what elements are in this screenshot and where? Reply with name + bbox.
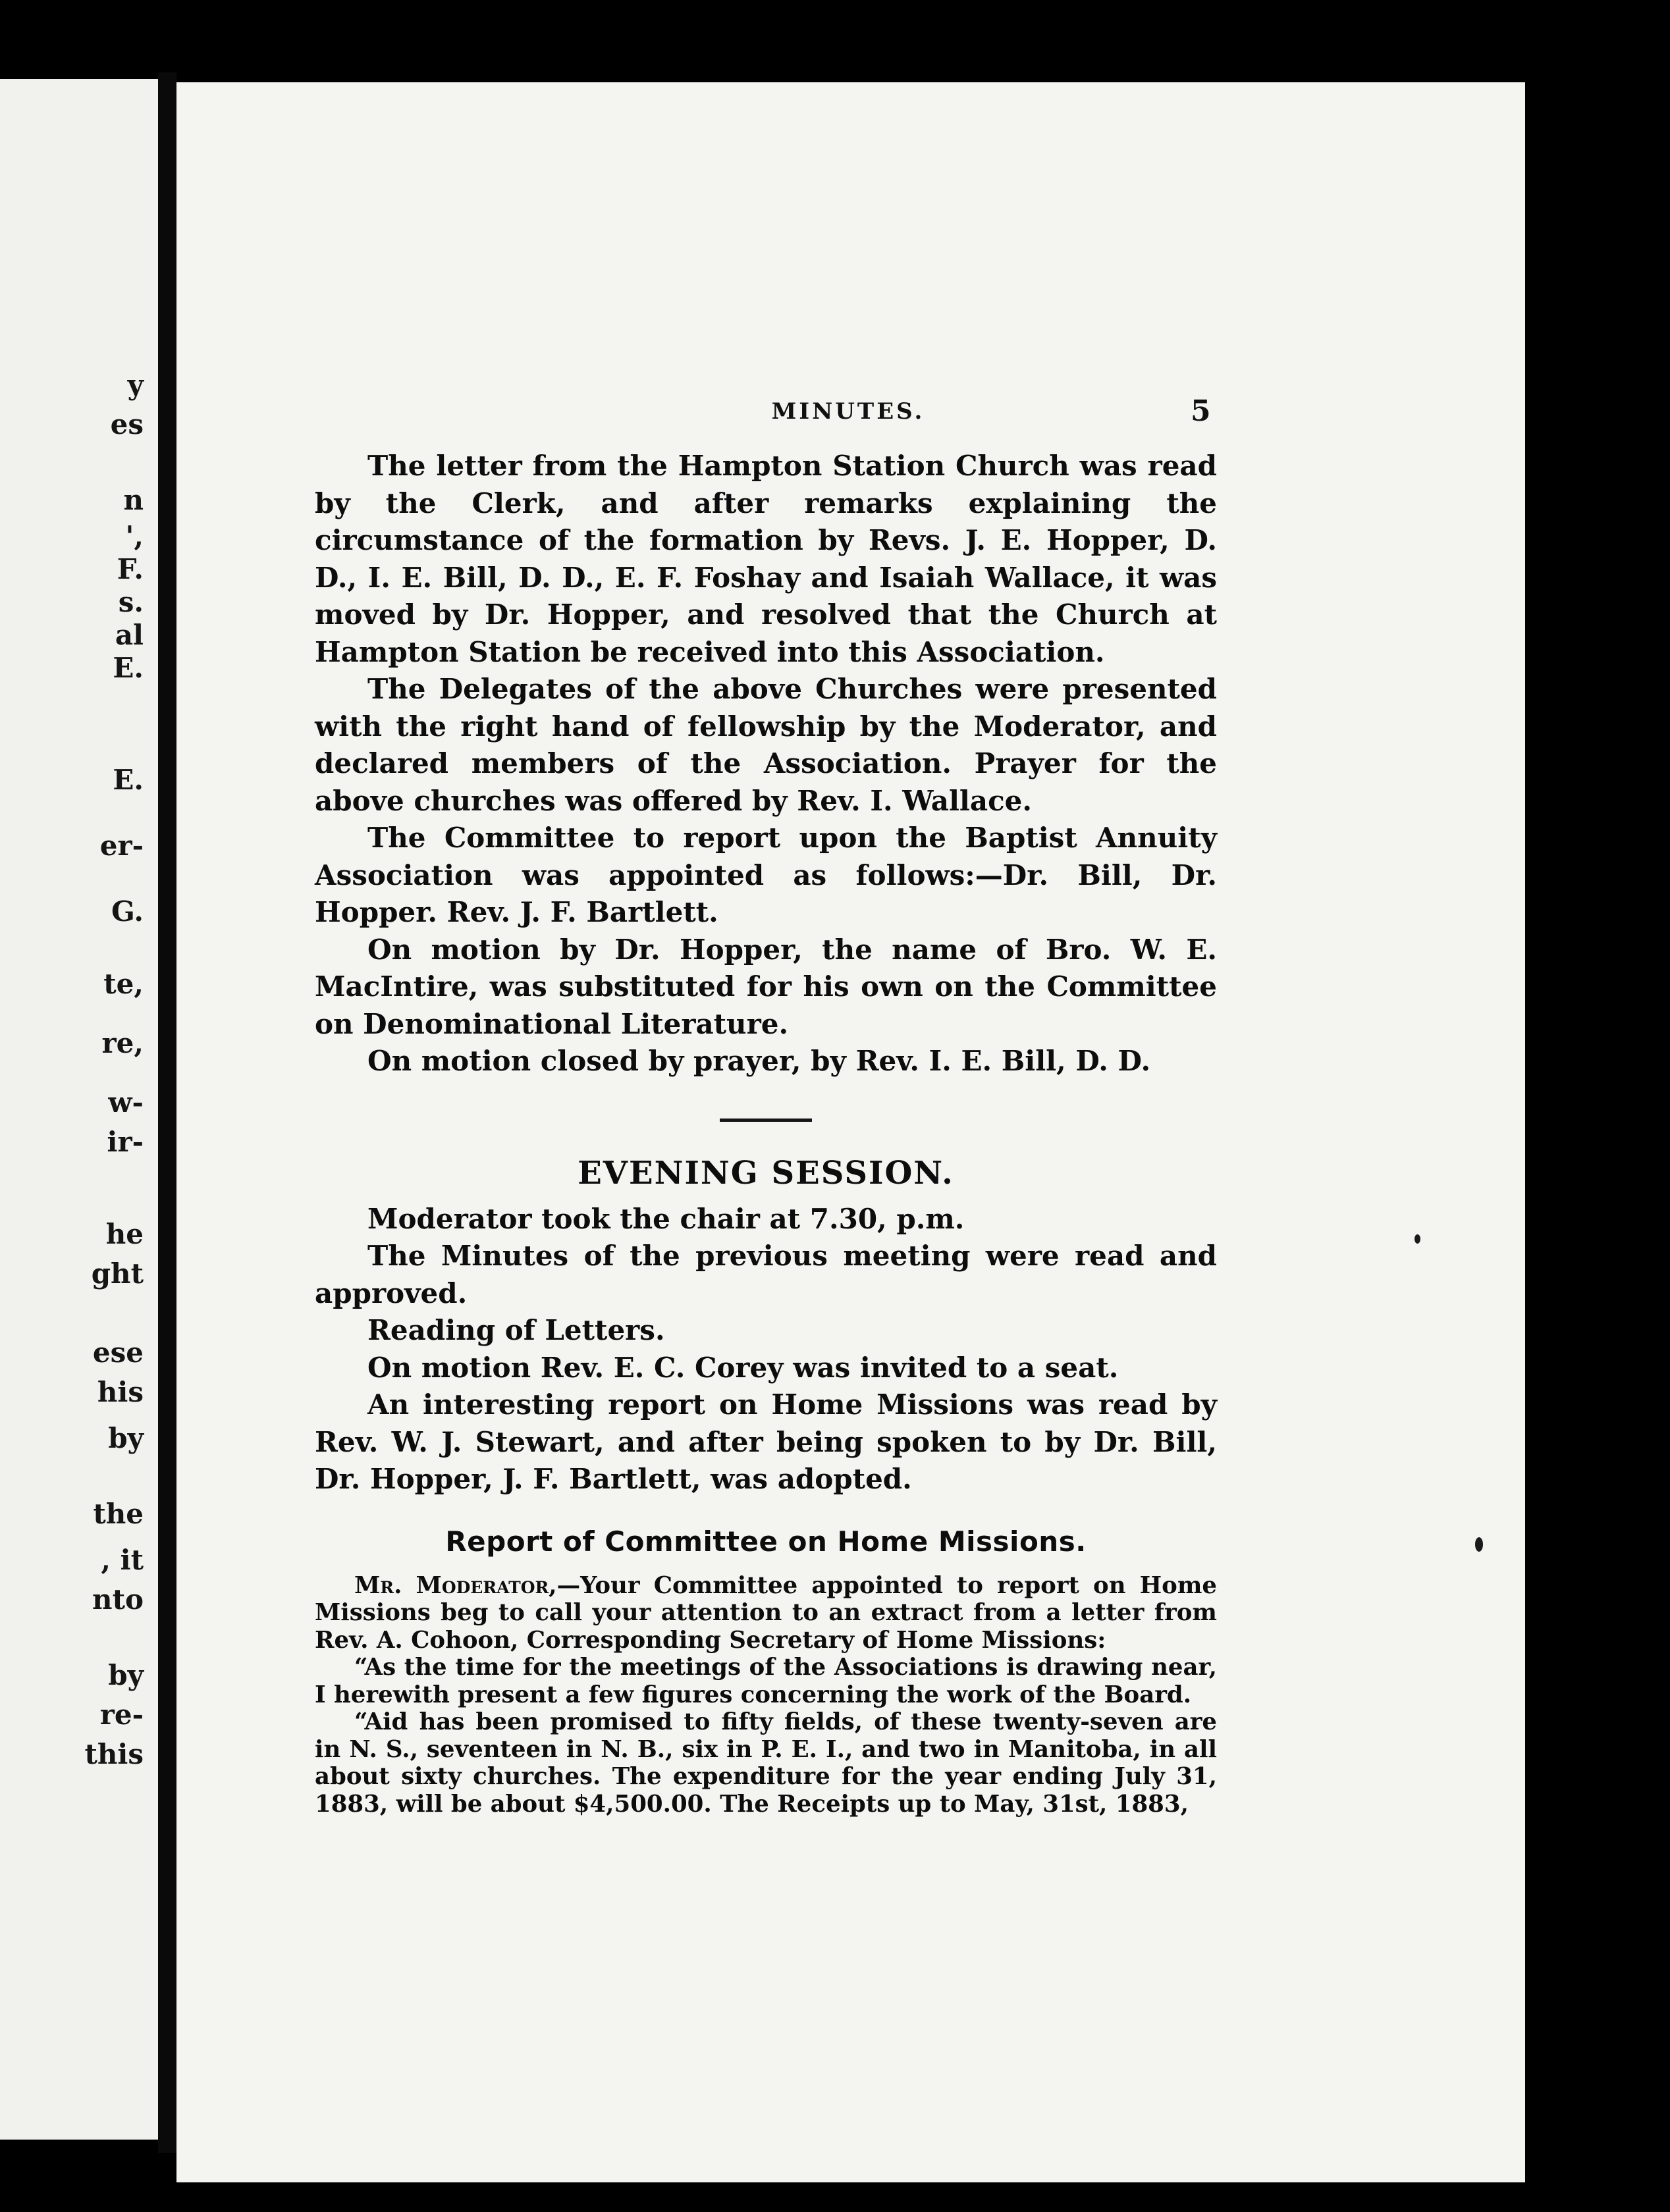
left-page-fragment: s. — [118, 586, 144, 618]
paper-speck — [1414, 1234, 1420, 1244]
left-page-fragment: his — [97, 1376, 144, 1408]
report-paragraph-figures: “As the time for the meetings of the Associations is drawing near, I herewith present a few figures concerning the work of the Board. — [315, 1654, 1217, 1708]
report-paragraph-intro — [315, 1572, 1217, 1654]
evening-session-heading: EVENING SESSION. — [578, 1154, 954, 1192]
paragraph-macintire-motion: On motion by Dr. Hopper, the name of Bro. W. E. MacIntire, was substituted for his own on the Committee on Denominational Literature. — [315, 933, 1217, 1040]
left-page-fragment: al — [115, 619, 144, 651]
left-page-fragment: by — [108, 1422, 144, 1454]
paragraph-home-missions-report: An interesting report on Home Missions was read by Rev. W. J. Stewart, and after being spoken to by Dr. Bill, Dr. Hopper, J. F. Bartlett, was adopted. — [315, 1388, 1217, 1495]
left-page-fragment: re- — [99, 1698, 144, 1731]
paragraph-delegates: The Delegates of the above Churches were presented with the right hand of fellowship by the Moderator, and declared members of the Association. Prayer for the above churches was offered by Rev. I. Wallace. — [315, 673, 1217, 817]
left-page-fragment: , it — [101, 1544, 144, 1576]
left-page-fragment: he — [105, 1218, 144, 1250]
page-number: 5 — [1191, 394, 1211, 428]
left-page-fragment: nto — [92, 1583, 144, 1616]
left-page-fragment: ght — [91, 1257, 144, 1290]
paragraph-moderator-chair: Moderator took the chair at 7.30, p.m. — [367, 1202, 965, 1235]
left-page-fragment: the — [93, 1498, 144, 1530]
paragraph-minutes-approved: The Minutes of the previous meeting were read and approved. — [315, 1240, 1217, 1309]
paragraph-closing-prayer: On motion closed by prayer, by Rev. I. E. Bill, D. D. — [367, 1045, 1151, 1077]
left-page-fragment: E. — [113, 652, 144, 684]
report-heading: Report of Committee on Home Missions. — [445, 1525, 1087, 1558]
left-page-fragment: n — [123, 484, 144, 516]
left-facing-page — [0, 79, 158, 2140]
page-edge-shadow — [1525, 118, 1670, 2212]
report-paragraph-aid: “Aid has been promised to fifty fields, of these twenty-seven are in N. S., seventeen in N. B., six in P. E. I., and two in Manitoba, in all about sixty churches. The expenditure for the year ending July 31, 1883, will be about $4,500.00. The Receipts up to May, 31st, 1883, — [315, 1708, 1217, 1818]
left-page-fragment: w- — [108, 1086, 144, 1119]
left-page-fragment: y — [127, 369, 144, 401]
left-page-fragment: re, — [101, 1027, 144, 1059]
left-page-fragment: te, — [103, 968, 144, 1000]
left-page-fragment: E. — [113, 764, 144, 796]
page-header — [176, 394, 1525, 438]
left-page-fragment: es — [110, 408, 144, 440]
report-intro-text: —Your Committee appointed to report on Home Missions beg to call your attention to an extract from a letter from Rev. A. Cohoon, Corresponding Secretary of Home Missions: — [315, 1571, 1217, 1654]
paragraph-annuity-committee: The Committee to report upon the Baptist Annuity Association was appointed as follows:—Dr. Bill, Dr. Hopper. Rev. J. F. Bartlett. — [315, 822, 1217, 928]
left-page-fragment: this — [84, 1738, 144, 1770]
left-page-fragment: G. — [111, 895, 144, 928]
paper-speck — [1475, 1537, 1483, 1552]
left-page-fragment: by — [108, 1659, 144, 1691]
running-head: MINUTES. — [771, 398, 925, 425]
paragraph-hampton-station: The letter from the Hampton Station Church was read by the Clerk, and after remarks explaining the circumstance of the formation by Revs. J. E. Hopper, D. D., I. E. Bill, D. D., E. F. Foshay and Isaiah Wallace, it was moved by Dr. Hopper, and resolved that the Church at Hampton Station be received into this Association. — [315, 450, 1217, 668]
section-divider — [720, 1119, 812, 1122]
left-page-fragment: ir- — [107, 1126, 144, 1158]
report-salutation: Mr. Moderator, — [354, 1571, 557, 1599]
left-page-fragment: ese — [92, 1336, 144, 1369]
book-gutter — [158, 72, 176, 2153]
page-body — [315, 448, 1217, 1818]
paragraph-corey-seat: On motion Rev. E. C. Corey was invited to a seat. — [367, 1351, 1119, 1384]
page — [176, 82, 1525, 2182]
paragraph-reading-letters: Reading of Letters. — [367, 1314, 665, 1346]
left-page-fragment: ', — [125, 520, 144, 552]
left-page-fragment: er- — [99, 830, 144, 862]
left-page-fragment: F. — [117, 553, 144, 585]
